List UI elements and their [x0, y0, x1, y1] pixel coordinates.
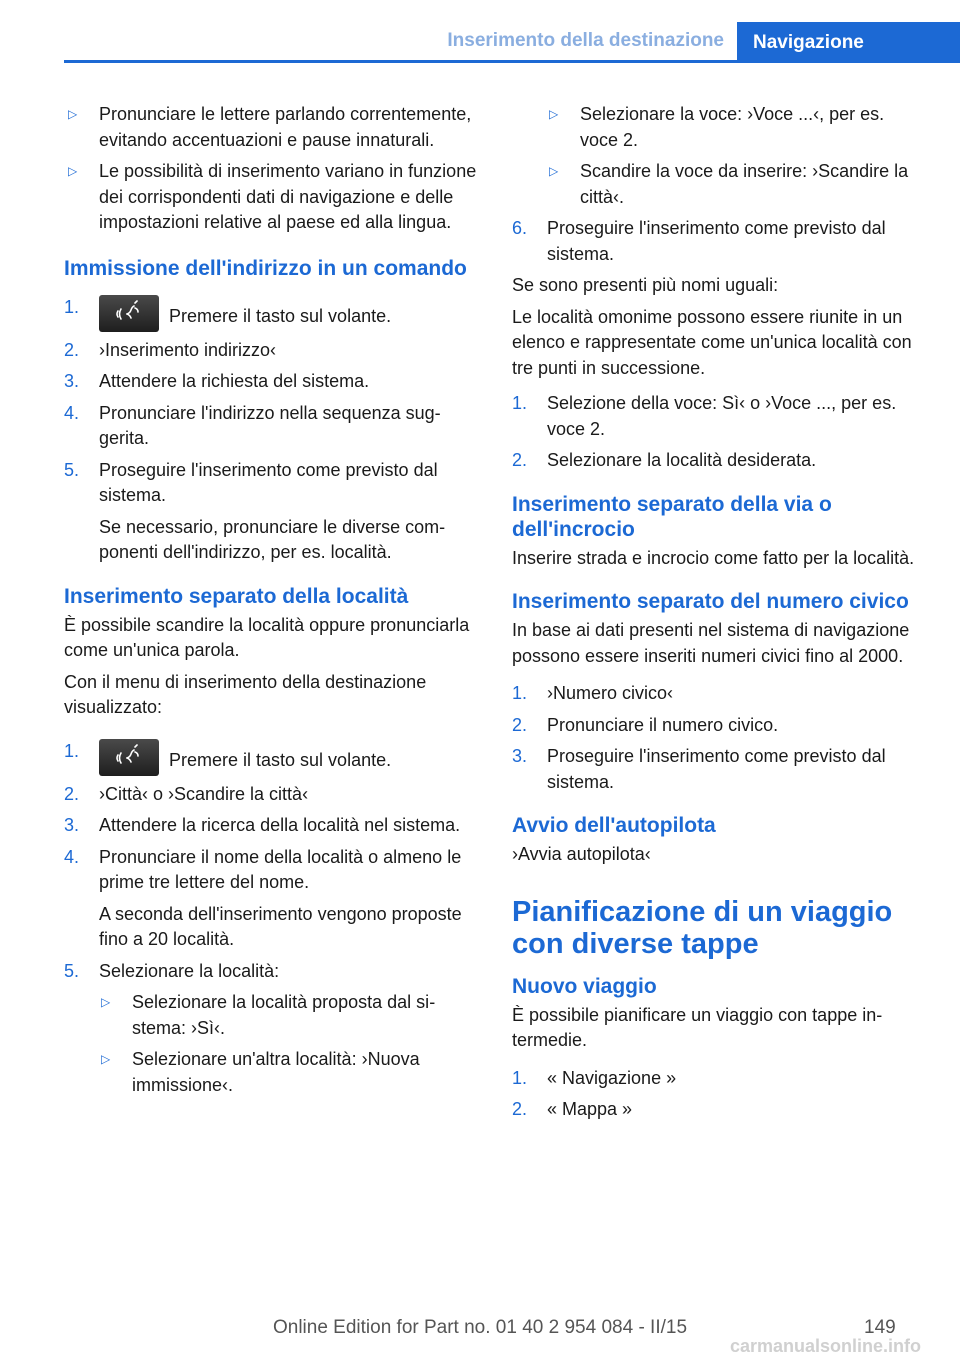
step-number: 1. [64, 296, 80, 317]
footer-edition: Online Edition for Part no. 01 40 2 954 084 - II/15 [272, 1317, 688, 1338]
voice-command-icon [99, 295, 159, 332]
paragraph: Le località omonime possono essere riunite in un elenco e rappresentate come un'unica località con tre punti in successione. [512, 306, 912, 378]
paragraph: Con il menu di inserimento della destinazione visualizzato: [64, 671, 427, 717]
step-item: 2. Selezionare la località desiderata. [512, 448, 926, 474]
step-item: 3. Attendere la ricerca della località nel sistema. [64, 813, 480, 839]
step-item: 2. Pronunciare il numero civico. [512, 713, 926, 739]
header-chapter-tab [737, 22, 960, 63]
header-rule [64, 60, 960, 63]
right-column [512, 102, 926, 1129]
step-number: 4. [64, 846, 80, 867]
paragraph: In base ai dati presenti nel sistema di navigazione possono essere inseriti numeri civici fino al 2000. [512, 620, 910, 666]
step-number: 1. [512, 1067, 528, 1088]
header-chapter-label: Navigazione [753, 31, 864, 53]
triangle-right-icon: ▷ [549, 164, 559, 178]
step-note: A seconda dell'inserimento vengono proposte fino a 20 località. [99, 903, 462, 949]
paragraph: Inserire strada e incrocio come fatto per la località. [512, 547, 915, 568]
step-item: 5. Proseguire l'inserimento come previsto dal sistema. [64, 459, 438, 505]
step-item: 5. Selezionare la località: [64, 959, 480, 985]
step-number: 1. [512, 393, 528, 413]
step-number: 1. [512, 683, 528, 703]
page-number: 149 [864, 1317, 896, 1338]
step-number: 3. [512, 746, 528, 766]
list-item: ▷ Le possibilità di inserimento variano in funzione dei corrispondenti dati di navigazione e delle impostazioni relative al paese ed alla lingua. [68, 161, 477, 232]
step-item: 2. ›Città‹ o ›Scandire la città‹ [64, 782, 480, 808]
triangle-right-icon: ▷ [101, 1052, 111, 1066]
triangle-right-icon: ▷ [68, 164, 78, 178]
triangle-right-icon: ▷ [68, 107, 78, 121]
step-number: 3. [64, 371, 80, 391]
step-item: 1. ›Numero civico‹ [512, 681, 926, 707]
paragraph: ›Avvia autopilota‹ [512, 844, 651, 864]
list-item: ▷ Scandire la voce da inserire: ›Scandire la città‹. [549, 161, 909, 207]
sub-list [547, 102, 926, 210]
step-number: 1. [64, 740, 80, 761]
left-column [64, 102, 480, 1104]
heading-street: Inserimento separato della via o dell'incrocio [512, 492, 832, 541]
heading-trip-planning: Pianificazione di un viaggio con diverse tappe [512, 895, 893, 960]
step-item: 4. Pronunciare l'indirizzo nella sequenza suggerita. [64, 402, 441, 448]
heading-house-number: Inserimento separato del numero civico [512, 590, 909, 613]
list-item: ▷ Selezionare un'altra località: ›Nuova immissione‹. [101, 1049, 420, 1095]
step-item: 3. Proseguire l'inserimento come previsto dal sistema. [512, 746, 886, 792]
step-number: 2. [512, 450, 528, 470]
step-item: 2. « Mappa » [512, 1097, 926, 1123]
step-number: 5. [64, 960, 80, 981]
step-number: 2. [64, 339, 80, 360]
paragraph: Se sono presenti più nomi uguali: [512, 275, 779, 295]
step-number: 2. [64, 783, 80, 804]
heading-autopilot: Avvio dell'autopilota [512, 814, 716, 837]
list-item: ▷ Pronunciare le lettere parlando correntemente, evitando accentuazioni e pause innaturali. [68, 104, 472, 150]
paragraph: È possibile pianificare un viaggio con tappe intermedie. [512, 1004, 883, 1050]
heading-address-command: Immissione dell'indirizzo in un comando [64, 256, 467, 280]
step-item: 6. Proseguire l'inserimento come previsto dal sistema. [512, 218, 886, 264]
step-number: 6. [512, 218, 528, 238]
step-item: 1. Premere il tasto sul volante. [64, 295, 480, 332]
list-item: ▷ Selezionare la località proposta dal sistema: ›Sì‹. [101, 992, 436, 1038]
heading-new-trip: Nuovo viaggio [512, 974, 657, 998]
step-item: 1. Premere il tasto sul volante. [64, 739, 480, 776]
triangle-right-icon: ▷ [101, 995, 111, 1009]
header-section-title: Inserimento della destinazione [447, 30, 724, 51]
triangle-right-icon: ▷ [549, 107, 559, 121]
watermark: carmanualsonline.info [730, 1336, 922, 1356]
heading-locality: Inserimento separato della località [64, 584, 409, 608]
step-item: 2. ›Inserimento indirizzo‹ [64, 338, 480, 364]
step-number: 5. [64, 459, 80, 480]
step-item: 1. Selezione della voce: Sì‹ o ›Voce ..., per es. voce 2. [512, 393, 897, 439]
step-number: 2. [512, 1099, 528, 1119]
step-number: 2. [512, 714, 528, 735]
step-item: 3. Attendere la richiesta del sistema. [64, 369, 480, 395]
step-item: 1. « Navigazione » [512, 1066, 926, 1092]
voice-command-icon [99, 739, 159, 776]
sub-list [99, 990, 480, 1098]
list-item: ▷ Selezionare la voce: ›Voce ...‹, per es. voce 2. [549, 104, 885, 150]
step-note: Se necessario, pronunciare le diverse componenti dell'indirizzo, per es. località. [99, 516, 446, 562]
step-number: 3. [64, 815, 80, 835]
paragraph: È possibile scandire la località oppure pronunciarla come un'unica parola. [64, 614, 470, 660]
step-number: 4. [64, 402, 80, 423]
step-item: 4. Pronunciare il nome della località o almeno le prime tre lettere del nome. [64, 846, 462, 892]
